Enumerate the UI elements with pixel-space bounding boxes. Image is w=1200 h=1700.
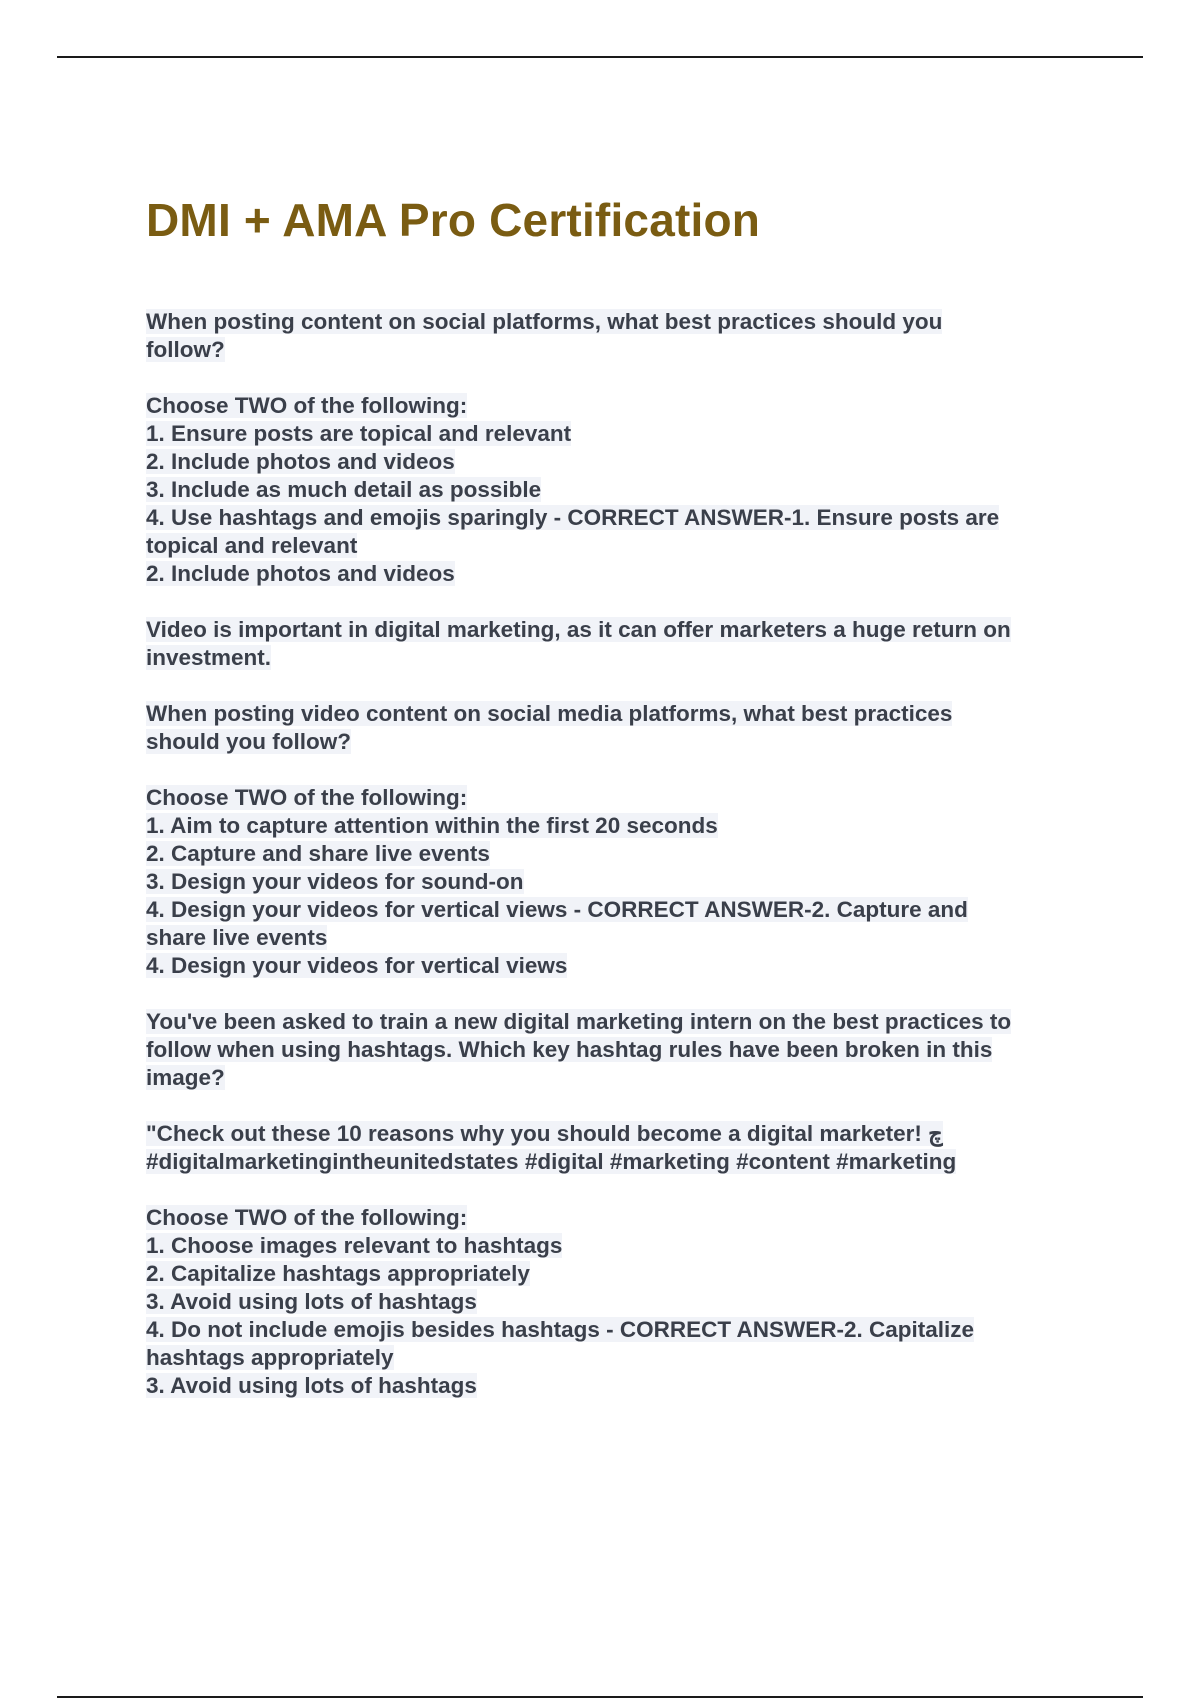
text-line: When posting video content on social media platforms, what best practices — [146, 701, 953, 726]
text-line: #digitalmarketingintheunitedstates #digital #marketing #content #marketing — [146, 1149, 957, 1174]
text-line: Video is important in digital marketing, as it can offer marketers a huge return on — [146, 617, 1011, 642]
text-line: 3. Avoid using lots of hashtags — [146, 1373, 477, 1398]
text-line: share live events — [146, 925, 328, 950]
text-line: 4. Use hashtags and emojis sparingly - CORRECT ANSWER-1. Ensure posts are — [146, 505, 1000, 530]
text-line: follow? — [146, 337, 225, 362]
text-line: 2. Include photos and videos — [146, 449, 455, 474]
text-line: 1. Ensure posts are topical and relevant — [146, 421, 572, 446]
text-line: 3. Include as much detail as possible — [146, 477, 542, 502]
text-line: 4. Design your videos for vertical views — [146, 953, 568, 978]
paragraph-choices-3 — [146, 1204, 1086, 1400]
text-line: Choose TWO of the following: — [146, 393, 468, 418]
bottom-rule — [57, 1696, 1143, 1698]
text-line: 3. Avoid using lots of hashtags — [146, 1289, 477, 1314]
paragraph-question-1 — [146, 308, 1086, 364]
text-line: 3. Design your videos for sound-on — [146, 869, 524, 894]
text-line: follow when using hashtags. Which key hashtag rules have been broken in this — [146, 1037, 993, 1062]
paragraph-question-2 — [146, 700, 1086, 756]
text-line: 2. Include photos and videos — [146, 561, 455, 586]
top-rule — [57, 56, 1143, 58]
text-line: hashtags appropriately — [146, 1345, 394, 1370]
paragraph-question-3 — [146, 1008, 1086, 1092]
text-line: 1. Aim to capture attention within the first 20 seconds — [146, 813, 718, 838]
text-line: should you follow? — [146, 729, 351, 754]
text-line: 1. Choose images relevant to hashtags — [146, 1233, 563, 1258]
text-line: image? — [146, 1065, 225, 1090]
text-line: 2. Capitalize hashtags appropriately — [146, 1261, 530, 1286]
text-line: Choose TWO of the following: — [146, 785, 468, 810]
text-line: "Check out these 10 reasons why you should become a digital marketer! چ — [146, 1121, 943, 1146]
text-line: Choose TWO of the following: — [146, 1205, 468, 1230]
text-line: 4. Do not include emojis besides hashtags - CORRECT ANSWER-2. Capitalize — [146, 1317, 975, 1342]
paragraph-choices-1 — [146, 392, 1086, 588]
paragraph-choices-2 — [146, 784, 1086, 980]
paragraph-hashtag-example — [146, 1120, 1086, 1176]
text-line: 2. Capture and share live events — [146, 841, 490, 866]
text-line: You've been asked to train a new digital marketing intern on the best practices to — [146, 1009, 1012, 1034]
text-line: investment. — [146, 645, 272, 670]
text-line: 4. Design your videos for vertical views - CORRECT ANSWER-2. Capture and — [146, 897, 968, 922]
document-title: DMI + AMA Pro Certification — [146, 194, 761, 246]
document-body — [146, 190, 1086, 1400]
text-line: When posting content on social platforms, what best practices should you — [146, 309, 943, 334]
text-line: topical and relevant — [146, 533, 358, 558]
paragraph-video-intro — [146, 616, 1086, 672]
